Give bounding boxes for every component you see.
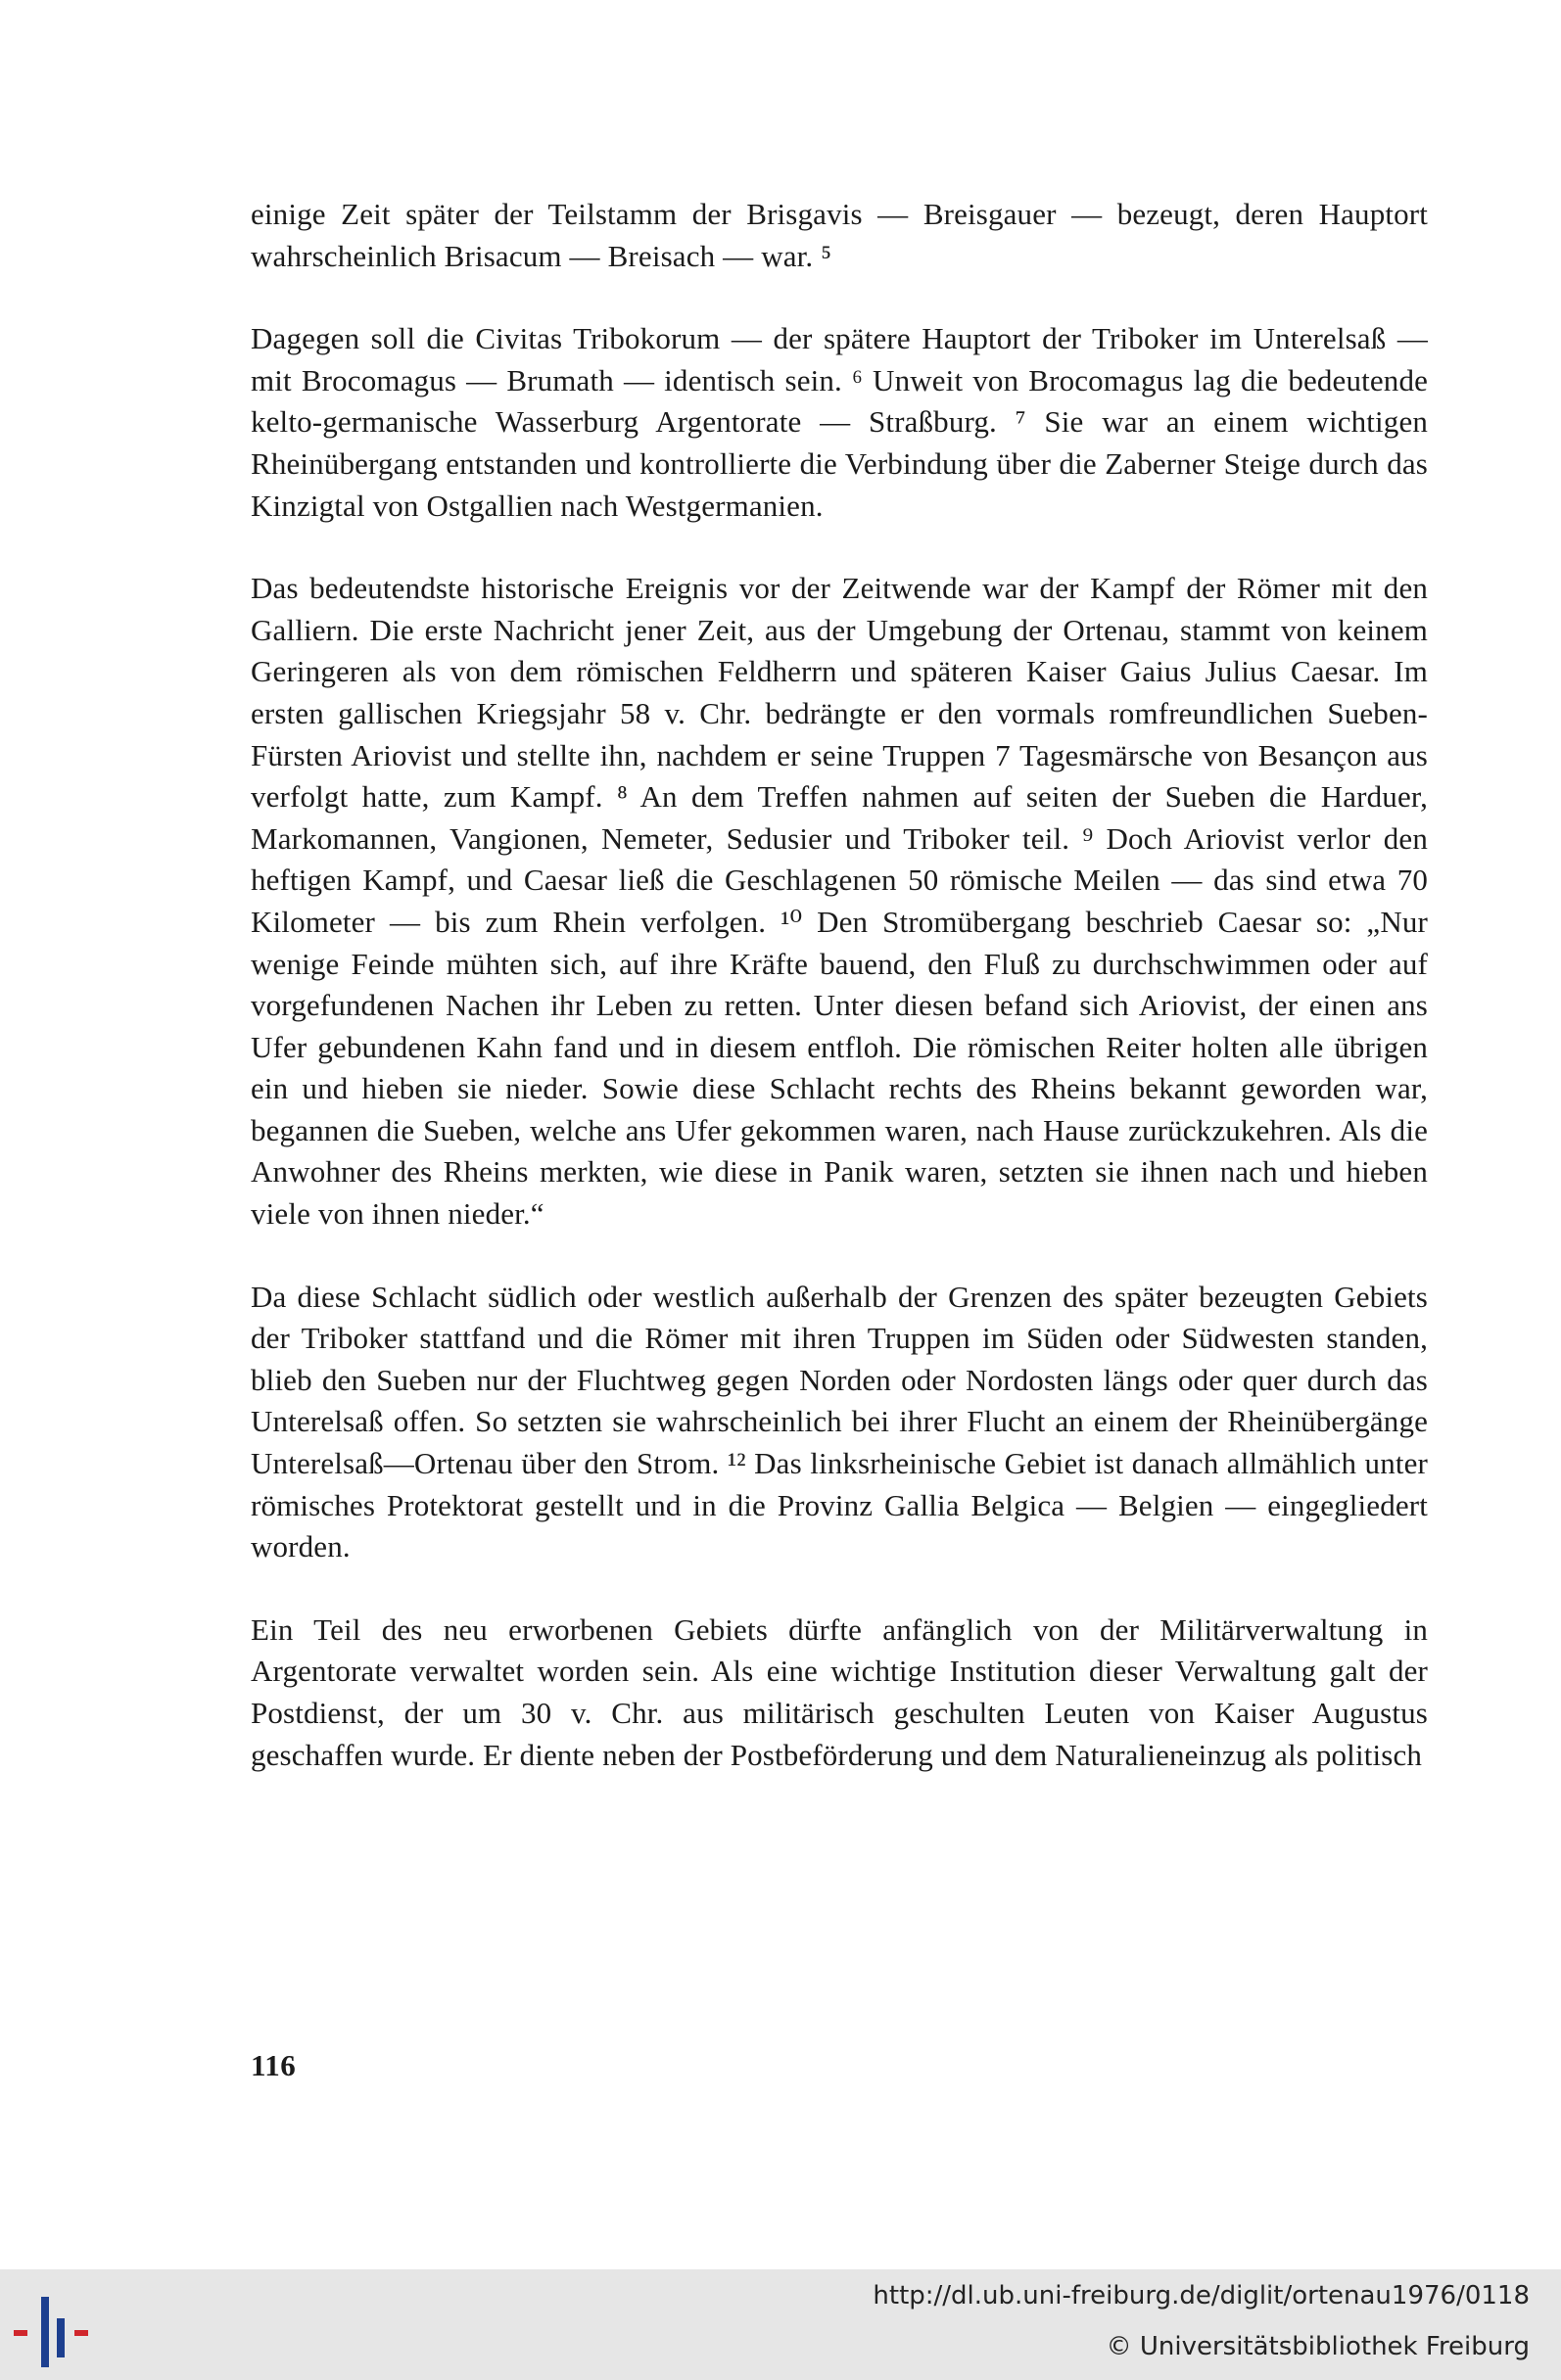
paragraph: einige Zeit später der Teilstamm der Brisgavis — Breisgauer — bezeugt, deren Hauptort wahrscheinlich Brisacum — Breisach — war. ⁵: [251, 197, 1428, 273]
paragraph: Das bedeutendste historische Ereignis vor der Zeitwende war der Kampf der Römer mit den Galliern. Die erste Nachricht jener Zeit, aus der Umgebung der Ortenau, stammt von keinem Geringeren als von dem römischen Feldherrn und späteren Kaiser Gaius Julius Caesar. Im ersten gallischen Kriegsjahr 58 v. Chr. bedrängte er den vormals romfreundlichen Sueben-Fürsten Ariovist und stellte ihn, nachdem er seine Truppen 7 Tagesmärsche von Besançon aus verfolgt hatte, zum Kampf. ⁸ An dem Treffen nahmen auf seiten der Sueben die Harduer, Markomannen, Vangionen, Nemeter, Sedusier und Triboker teil. ⁹ Doch Ariovist verlor den heftigen Kampf, und Caesar ließ die Geschlagenen 50 römische Meilen — das sind etwa 70 Kilometer — bis zum Rhein verfolgen. ¹⁰ Den Stromübergang beschrieb Caesar so: „Nur wenige Feinde mühten sich, auf ihre Kräfte bauend, den Fluß zu durchschwimmen oder auf vorgefundenen Nachen ihr Leben zu retten. Unter diesen befand sich Ariovist, der einen ans Ufer gebundenen Kahn fand und in diesem entfloh. Die römischen Reiter holten alle übrigen ein und hieben sie nieder. Sowie diese Schlacht rechts des Rheins bekannt geworden war, begannen die Sueben, welche ans Ufer gekommen waren, nach Hause zurückzukehren. Als die Anwohner des Rheins merkten, wie diese in Panik waren, setzten sie ihnen nach und hieben viele von ihnen nieder.“: [251, 571, 1428, 1232]
footer-bar: [0, 2269, 1561, 2380]
paragraph: Ein Teil des neu erworbenen Gebiets dürfte anfänglich von der Militärverwaltung in Argentorate verwaltet worden sein. Als eine wichtige Institution dieser Verwaltung galt der Postdienst, der um 30 v. Chr. aus militärisch geschulten Leuten von Kaiser Augustus geschaffen wurde. Er diente neben der Postbeförderung und dem Naturalieneinzug als politisch: [251, 1611, 1428, 1772]
copyright-text: © Universitätsbibliothek Freiburg: [1106, 2332, 1530, 2361]
ub-freiburg-logo-icon[interactable]: [14, 2297, 102, 2367]
page-number: 116: [251, 2048, 297, 2082]
paragraph: Dagegen soll die Civitas Tribokorum — der spätere Hauptort der Triboker im Unterelsaß — mit Brocomagus — Brumath — identisch sein. ⁶ Unweit von Brocomagus lag die bedeutende kelto-germanische Wasserburg Argentorate — Straßburg. ⁷ Sie war an einem wichtigen Rheinübergang entstanden und kontrollierte die Verbindung über die Zaberner Steige durch das Kinzigtal von Ostgallien nach Westgermanien.: [251, 321, 1428, 523]
paragraph: Da diese Schlacht südlich oder westlich außerhalb der Grenzen des später bezeugten Gebiets der Triboker stattfand und die Römer mit ihren Truppen im Süden oder Südwesten standen, blieb den Sueben nur der Fluchtweg gegen Norden oder Nordosten längs oder quer durch das Unterelsaß offen. So setzten sie wahrscheinlich bei ihrer Flucht an einem der Rheinübergänge Unterelsaß—Ortenau über den Strom. ¹² Das linksrheinische Gebiet ist danach allmählich unter römisches Protektorat gestellt und in die Provinz Gallia Belgica — Belgien — eingegliedert worden.: [251, 1279, 1428, 1564]
page-body: [251, 194, 1428, 1817]
source-url-link[interactable]: http://dl.ub.uni-freiburg.de/diglit/ortenau1976/0118: [873, 2281, 1530, 2310]
